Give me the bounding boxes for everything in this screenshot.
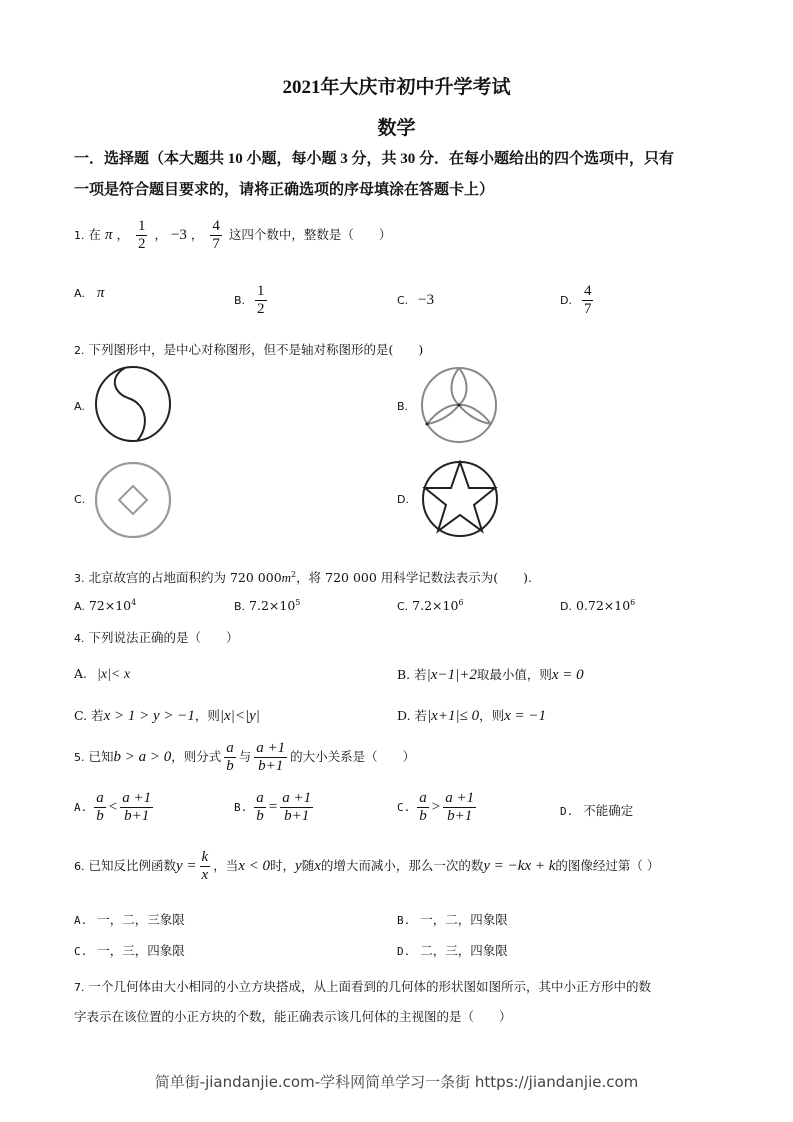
question-7-line-2: 字表示在该位置的小正方块的个数，能正确表示该几何体的主视图的是（ ） <box>74 1009 512 1024</box>
fraction-a-over-b <box>94 790 106 825</box>
option-value: 7.2×10 <box>412 598 459 614</box>
numerator: a <box>96 790 104 806</box>
numerator: 1 <box>257 283 265 299</box>
q3-option-c[interactable] <box>397 598 464 613</box>
question-5 <box>74 740 415 775</box>
star-in-circle-figure-icon <box>421 460 499 538</box>
option-fraction <box>255 283 267 318</box>
denominator: 7 <box>583 301 592 317</box>
denominator: b+1 <box>124 808 150 824</box>
q3-option-b[interactable] <box>234 598 300 613</box>
option-text: 若 <box>414 667 427 682</box>
denominator: b <box>419 808 427 824</box>
option-fraction <box>582 283 594 318</box>
q6-option-b[interactable] <box>397 910 508 928</box>
variable-y: y <box>295 858 302 874</box>
option-value: 一，三，四象限 <box>97 943 185 958</box>
option-text: ，则 <box>479 708 505 723</box>
exponent: 6 <box>630 598 636 607</box>
option-math: |x+1|≤ 0 <box>427 708 480 724</box>
option-math: x = 0 <box>551 667 584 683</box>
option-value: 二，三，四象限 <box>420 943 508 958</box>
q4-option-d[interactable] <box>397 706 546 725</box>
option-value: π <box>96 285 105 301</box>
option-text: 若 <box>414 708 428 723</box>
question-3 <box>74 568 532 586</box>
q4-option-a[interactable] <box>74 666 130 683</box>
relation: = <box>268 799 278 815</box>
numerator: a +1 <box>256 740 286 756</box>
option-label: A. <box>74 666 88 681</box>
function-lhs: y = <box>176 858 197 874</box>
q6-option-a[interactable] <box>74 910 185 928</box>
option-text: ，则 <box>194 708 220 723</box>
question-number: 2. <box>74 344 85 357</box>
question-7 <box>74 972 651 1031</box>
fraction-a1-over-b1 <box>120 790 153 825</box>
denominator: b+1 <box>447 808 473 824</box>
option-value: 不能确定 <box>583 803 634 818</box>
variable-x: x <box>314 858 321 874</box>
condition-math: x < 0 <box>238 858 270 874</box>
stem-text: 下列说法正确的是（ ） <box>88 630 239 645</box>
stem-text: 时， <box>270 858 296 873</box>
stem-text: 的增大而减小，那么一次的数 <box>320 858 484 873</box>
denominator: b <box>256 808 264 824</box>
relation: < <box>108 799 118 815</box>
exponent: 5 <box>295 598 301 607</box>
q1-option-d[interactable] <box>560 283 596 318</box>
option-text: 取最小值，则 <box>476 667 552 682</box>
unit: m <box>281 570 292 585</box>
numerator: a <box>256 790 264 806</box>
question-6 <box>74 849 659 884</box>
q2-option-d[interactable] <box>397 491 409 506</box>
numerator: 4 <box>212 218 220 234</box>
option-value: 7.2×10 <box>249 598 296 614</box>
option-label: C. <box>397 600 409 614</box>
stem-text: 与 <box>238 749 252 764</box>
q4-option-c[interactable] <box>74 706 260 725</box>
stem-text: ，当 <box>213 858 239 873</box>
option-label: A. <box>74 400 85 413</box>
stem-text: 在 <box>88 227 101 242</box>
option-label: B. <box>397 400 409 413</box>
option-value: 一，二，四象限 <box>420 912 508 927</box>
option-label: C. <box>397 801 411 814</box>
fraction-four-sevenths <box>210 218 222 253</box>
option-label: A. <box>74 914 88 927</box>
comma: ， <box>190 227 204 242</box>
option-label: D. <box>397 493 409 506</box>
question-1 <box>74 218 391 253</box>
numerator: a <box>226 740 234 756</box>
option-label: A. <box>74 287 85 300</box>
q1-option-b[interactable] <box>234 283 270 318</box>
three-arc-figure-icon <box>418 362 500 444</box>
option-label: D. <box>397 945 411 958</box>
q6-option-d[interactable] <box>397 941 508 959</box>
q1-option-a[interactable] <box>74 285 104 302</box>
stem-text: ，则分式 <box>171 749 222 764</box>
option-math: |x−1|+2 <box>426 667 477 683</box>
question-2 <box>74 340 423 358</box>
comma: ， <box>116 227 129 242</box>
exam-subject: 数学 <box>377 118 416 139</box>
q5-option-a[interactable] <box>74 790 156 825</box>
option-label: C. <box>74 708 88 723</box>
option-value: 0.72×10 <box>575 598 631 614</box>
denominator: b <box>96 808 104 824</box>
question-number: 4. <box>74 632 85 645</box>
option-math: x = −1 <box>504 708 546 724</box>
option-label: B. <box>397 914 411 927</box>
numerator: a +1 <box>122 790 152 806</box>
denominator: 2 <box>137 236 146 252</box>
q5-option-c[interactable] <box>397 790 479 825</box>
q2-option-a[interactable] <box>74 398 85 413</box>
numerator: a +1 <box>445 790 475 806</box>
stem-text: 的图像经过第（ ） <box>555 858 660 873</box>
fraction-a1-over-b1 <box>280 790 313 825</box>
option-math: x > 1 > y > −1 <box>103 708 195 724</box>
stem-text: 随 <box>301 858 315 873</box>
stem-text: 北京故宫的占地面积约为 720 000 <box>88 570 282 585</box>
fraction-a-over-b <box>254 790 266 825</box>
option-label: D. <box>560 294 572 307</box>
denominator: 7 <box>212 236 220 252</box>
option-label: B. <box>397 667 411 682</box>
stem-text: 一个几何体由大小相同的小立方块搭成，从上面看到的几何体的形状图如图所示，其中小正方形中的数 <box>88 979 651 994</box>
section-heading-line-1: 一．选择题（本大题共 10 小题，每小题 3 分，共 30 分．在每小题给出的四个选项中，只有 <box>74 151 675 167</box>
denominator: b+1 <box>258 758 284 774</box>
fraction-k-over-x <box>200 849 211 884</box>
stem-text: ，将 720 000 用科学记数法表示为( ). <box>296 570 533 585</box>
option-label: D. <box>560 805 574 818</box>
question-number: 7. <box>74 981 85 994</box>
option-label: C. <box>397 294 409 307</box>
comma: ， <box>154 227 167 242</box>
pi-symbol: π <box>104 227 113 243</box>
unit-exponent: 2 <box>291 569 297 579</box>
fraction-a-over-b <box>417 790 429 825</box>
option-label: B. <box>234 600 246 614</box>
stem-text: 这四个数中，整数是（ ） <box>228 227 392 242</box>
q6-option-c[interactable] <box>74 941 185 959</box>
option-label: A. <box>74 600 85 614</box>
numerator: a +1 <box>282 790 312 806</box>
fraction-one-half <box>136 218 148 253</box>
footer-watermark: 简单街-jiandanjie.com-学科网简单学习一条街 https://jiandanjie.com <box>154 1073 639 1091</box>
option-label: A. <box>74 801 88 814</box>
numerator: a <box>419 790 427 806</box>
question-7-line-1 <box>74 972 651 1002</box>
exam-title: 2021年大庆市初中升学考试 <box>282 77 511 98</box>
option-label: D. <box>397 708 411 723</box>
option-value: 一，二，三象限 <box>97 912 185 927</box>
question-number: 5. <box>74 751 85 764</box>
q2-option-b[interactable] <box>397 398 408 413</box>
q4-option-b[interactable] <box>397 665 584 684</box>
option-value: |x|< x <box>97 667 131 682</box>
q1-option-c[interactable] <box>397 292 434 309</box>
fraction-a-over-b <box>224 740 236 775</box>
stem-text: 下列图形中，是中心对称图形，但不是轴对称图形的是( ) <box>88 342 424 357</box>
q2-option-c[interactable] <box>74 491 85 506</box>
numerator: 1 <box>137 218 146 234</box>
question-number: 1. <box>74 229 85 242</box>
linear-function: y = −kx + k <box>483 858 556 874</box>
stem-text: 的大小关系是（ ） <box>290 749 416 764</box>
option-value: −3 <box>418 292 435 308</box>
q3-option-a[interactable] <box>74 598 136 613</box>
option-label: D. <box>560 600 572 614</box>
numerator: k <box>201 849 209 865</box>
stem-text: 已知 <box>88 749 114 764</box>
option-label: B. <box>234 801 248 814</box>
stem-text: 已知反比例函数 <box>88 858 176 873</box>
q5-option-d[interactable] <box>560 801 633 819</box>
denominator: b <box>226 758 234 774</box>
option-label: C. <box>74 945 88 958</box>
question-number: 6. <box>74 860 85 873</box>
q5-option-b[interactable] <box>234 790 316 825</box>
question-number: 3. <box>74 572 85 585</box>
condition-math: b > a > 0 <box>113 749 172 765</box>
option-value: 72×10 <box>88 598 132 614</box>
section-heading-line-2: 一项是符合题目要求的，请将正确选项的序母填涂在答题卡上） <box>74 182 495 198</box>
denominator: b+1 <box>284 808 310 824</box>
negative-three: −3 <box>170 227 187 243</box>
exponent: 4 <box>131 598 137 607</box>
exponent: 6 <box>458 598 464 607</box>
fraction-a1-over-b1 <box>443 790 476 825</box>
option-label: C. <box>74 493 86 506</box>
option-text: 若 <box>91 708 104 723</box>
section-heading <box>74 144 734 206</box>
yin-yang-figure-icon <box>92 364 174 444</box>
fraction-a1-over-b1 <box>254 740 287 775</box>
numerator: 4 <box>583 283 592 299</box>
q3-option-d[interactable] <box>560 598 635 613</box>
option-math: |x|<|y| <box>219 708 260 724</box>
question-4 <box>74 628 239 646</box>
option-label: B. <box>234 294 246 307</box>
denominator: x <box>201 867 209 883</box>
coin-figure-icon <box>92 459 174 541</box>
denominator: 2 <box>257 301 265 317</box>
relation: > <box>431 799 441 815</box>
